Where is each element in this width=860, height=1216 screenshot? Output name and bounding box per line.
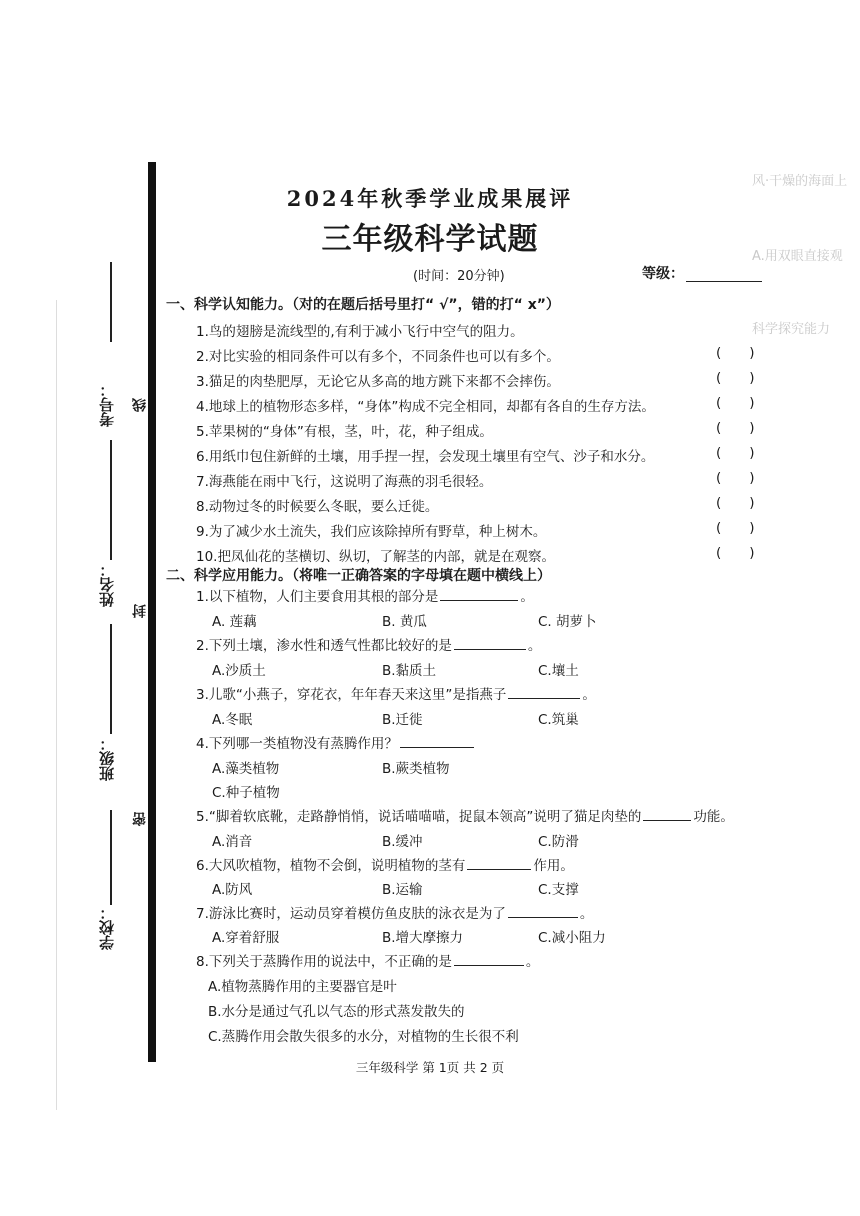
option-c: C.种子植物	[212, 785, 280, 801]
section1-item: 5.苹果树的“身体”有根，茎，叶，花，种子组成。	[196, 424, 493, 440]
section1-item: 2.对比实验的相同条件可以有多个，不同条件也可以有多个。	[196, 349, 560, 365]
class-label: 班级：	[98, 736, 116, 781]
grade-blank[interactable]	[686, 281, 762, 282]
section1-heading: 一、科学认知能力。（对的在题后括号里打“ √”，错的打“ x”）	[166, 297, 560, 313]
option-a: A.藻类植物	[212, 761, 280, 777]
option-a: A.穿着舒服	[212, 930, 280, 946]
option-b: B.黏质土	[382, 663, 437, 679]
option-c: C.壤土	[538, 663, 579, 679]
question-end: 。	[525, 954, 540, 970]
question-5	[196, 805, 734, 825]
answer-blank[interactable]	[440, 600, 518, 601]
binding-underline	[110, 810, 112, 905]
answer-parens[interactable]: ()	[716, 545, 783, 561]
section2-heading: 二、科学应用能力。（将唯一正确答案的字母填在题中横线上）	[166, 568, 551, 584]
question-6	[196, 854, 574, 874]
question-stem: 2.下列土壤，渗水性和透气性都比较好的是	[196, 638, 452, 654]
question-end: 作用。	[533, 858, 574, 874]
exam-number-label: 考号：	[98, 382, 116, 427]
option-c: C.减小阻力	[538, 930, 606, 946]
question-stem: 4.下列哪一类植物没有蒸腾作用？	[196, 736, 398, 752]
question-2	[196, 634, 541, 654]
binding-char-xian: 线	[132, 398, 148, 412]
section1-item: 3.猫足的肉垫肥厚，无论它从多高的地方跳下来都不会摔伤。	[196, 374, 560, 390]
question-stem: 7.游泳比赛时，运动员穿着模仿鱼皮肤的泳衣是为了	[196, 906, 506, 922]
answer-parens[interactable]: ()	[716, 370, 783, 386]
option-a: A.沙质土	[212, 663, 266, 679]
question-8	[196, 950, 539, 970]
binding-char-mi: 密	[132, 812, 148, 826]
option-c: C.蒸腾作用会散失很多的水分，对植物的生长很不利	[208, 1029, 519, 1045]
question-stem: 1.以下植物，人们主要食用其根的部分是	[196, 589, 439, 605]
answer-blank[interactable]	[508, 917, 578, 918]
section1-item: 8.动物过冬的时候要么冬眠，要么迁徙。	[196, 499, 439, 515]
question-end: 。	[582, 687, 596, 703]
option-a: A.冬眠	[212, 712, 253, 728]
answer-parens[interactable]: ()	[716, 495, 783, 511]
question-stem: 8.下列关于蒸腾作用的说法中，不正确的是	[196, 954, 452, 970]
section1-item: 10.把凤仙花的茎横切、纵切，了解茎的内部，就是在观察。	[196, 549, 555, 565]
exam-title-line1: 2024年秋季学业成果展评	[286, 186, 574, 211]
question-end: 。	[527, 638, 542, 654]
option-c: C.支撑	[538, 882, 579, 898]
binding-underline	[110, 440, 112, 560]
answer-parens[interactable]: ()	[716, 520, 783, 536]
question-1	[196, 585, 534, 605]
option-a: A. 莲藕	[212, 614, 257, 630]
question-end: 。	[520, 589, 534, 605]
binding-char-feng: 封	[132, 604, 148, 618]
binding-underline	[110, 624, 112, 734]
option-a: A.消音	[212, 834, 253, 850]
school-label: 学校：	[98, 905, 116, 950]
question-stem: 3.儿歌“小燕子，穿花衣，年年春天来这里”是指燕子	[196, 687, 507, 703]
option-c: C.防滑	[538, 834, 579, 850]
option-b: B.蕨类植物	[382, 761, 450, 777]
option-a: A.防风	[212, 882, 253, 898]
question-7	[196, 902, 593, 922]
option-b: B. 黄瓜	[382, 614, 427, 630]
exam-title-line2: 三年级科学试题	[321, 222, 539, 257]
answer-blank[interactable]	[643, 820, 691, 821]
answer-blank[interactable]	[400, 747, 474, 748]
bleed-through-text: 科学探究能力	[752, 322, 831, 337]
name-label: 姓名：	[98, 562, 116, 607]
scan-edge-line	[56, 300, 57, 1110]
answer-parens[interactable]: ()	[716, 395, 783, 411]
section1-item: 1.鸟的翅膀是流线型的,有利于减小飞行中空气的阻力。	[196, 324, 524, 340]
answer-blank[interactable]	[467, 869, 531, 870]
answer-blank[interactable]	[454, 649, 526, 650]
option-b: B.迁徙	[382, 712, 423, 728]
question-stem: 5.“脚着软底靴，走路静悄悄，说话喵喵喵，捉鼠本领高”说明了猫足肉垫的	[196, 809, 642, 825]
option-b: B.增大摩擦力	[382, 930, 464, 946]
page-footer: 三年级科学 第 1页 共 2 页	[355, 1060, 505, 1075]
section1-item: 4.地球上的植物形态多样，“身体”构成不完全相同，却都有各自的生存方法。	[196, 399, 655, 415]
bleed-through-text: 风·干燥的海面上	[752, 174, 847, 189]
binding-underline	[110, 262, 112, 342]
answer-parens[interactable]: ()	[716, 470, 783, 486]
question-3	[196, 683, 596, 703]
section1-item: 9.为了减少水土流失，我们应该除掉所有野草，种上树木。	[196, 524, 547, 540]
section1-item: 7.海燕能在雨中飞行，这说明了海燕的羽毛很轻。	[196, 474, 493, 490]
option-c: C.筑巢	[538, 712, 579, 728]
answer-parens[interactable]: ()	[716, 445, 783, 461]
answer-blank[interactable]	[508, 698, 580, 699]
section1-item: 6.用纸巾包住新鲜的土壤，用手捏一捏，会发现土壤里有空气、沙子和水分。	[196, 449, 655, 465]
question-end: 功能。	[693, 809, 734, 825]
grade-label: 等级：	[642, 266, 684, 282]
answer-parens[interactable]: ()	[716, 420, 783, 436]
question-end: 。	[579, 906, 594, 922]
option-b: B.运输	[382, 882, 423, 898]
option-c: C. 胡萝卜	[538, 614, 597, 630]
answer-blank[interactable]	[454, 965, 524, 966]
bleed-through-text: A.用双眼直接观	[752, 249, 843, 264]
answer-parens[interactable]: ()	[716, 345, 783, 361]
question-4	[196, 732, 476, 752]
time-note: (时间：20分钟)	[413, 269, 505, 284]
option-b: B.水分是通过气孔以气态的形式蒸发散失的	[208, 1004, 465, 1020]
question-stem: 6.大风吹植物，植物不会倒，说明植物的茎有	[196, 858, 466, 874]
option-a: A.植物蒸腾作用的主要器官是叶	[208, 979, 397, 995]
option-b: B.缓冲	[382, 834, 423, 850]
